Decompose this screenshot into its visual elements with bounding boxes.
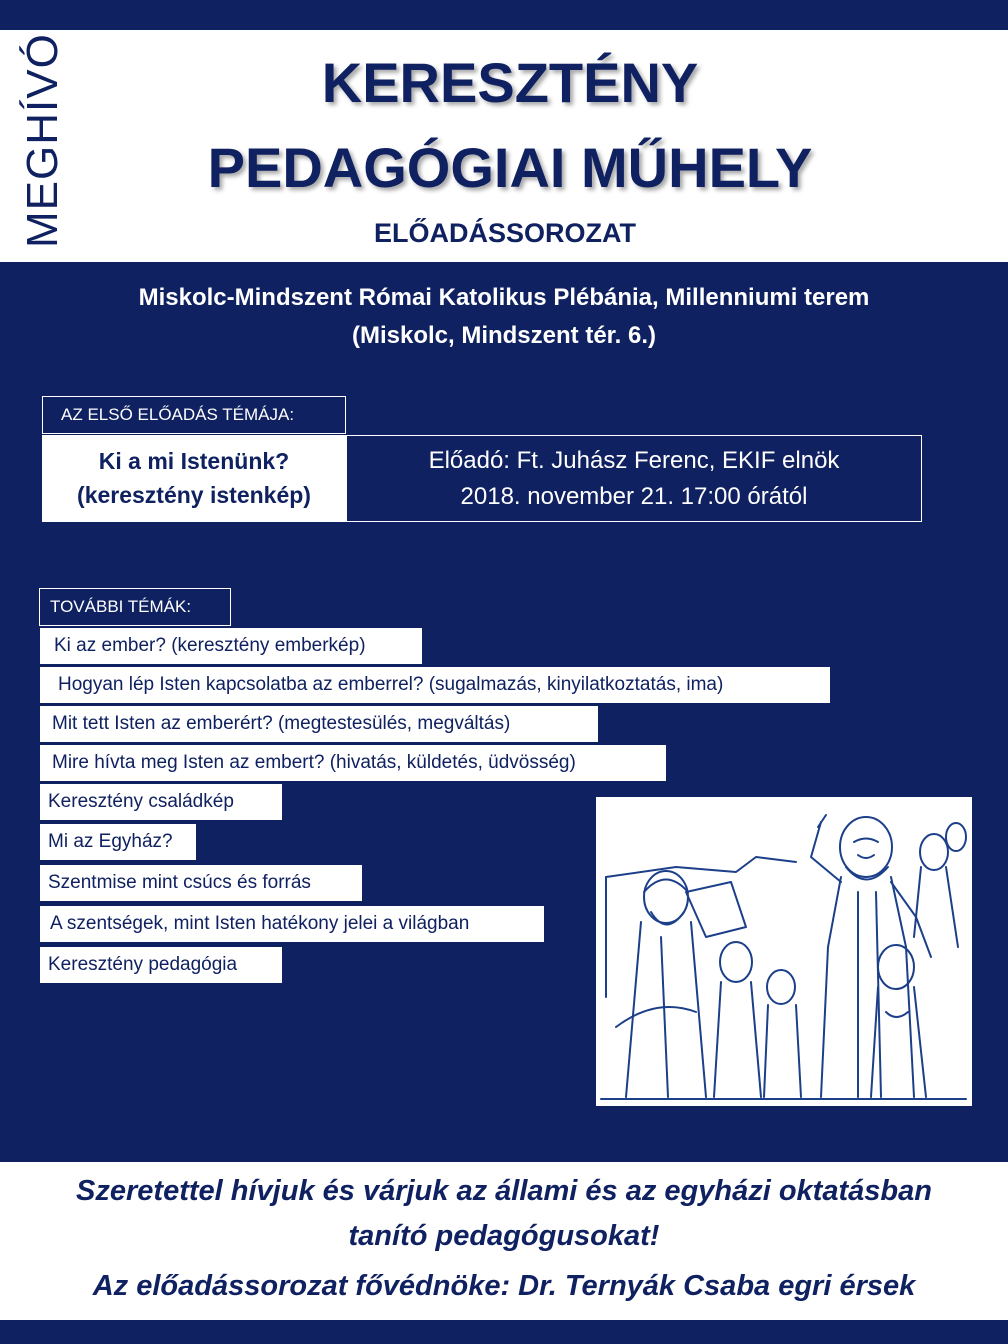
invitation-vertical-label: MEGHÍVÓ bbox=[18, 33, 67, 248]
line-drawing-icon bbox=[596, 797, 972, 1106]
first-topic-line-1: Ki a mi Istenünk? bbox=[98, 448, 290, 475]
topic-item: Szentmise mint csúcs és forrás bbox=[39, 864, 363, 902]
invitation-text-line-2: tanító pedagógusokat! bbox=[348, 1220, 660, 1252]
patron-line: Az előadássorozat fővédnöke: Dr. Ternyák Csaba egri érsek bbox=[92, 1270, 916, 1302]
first-lecture-info bbox=[346, 435, 922, 522]
first-topic-line-2: (keresztény istenkép) bbox=[77, 481, 311, 508]
title-line-2: PEDAGÓGIAI MŰHELY bbox=[207, 136, 813, 199]
top-strip bbox=[0, 0, 1008, 30]
topic-item: Keresztény pedagógia bbox=[39, 946, 283, 984]
topic-item: Hogyan lép Isten kapcsolatba az emberrel? (sugalmazás, kinyilatkoztatás, ima) bbox=[39, 666, 831, 704]
topic-item: Mi az Egyház? bbox=[39, 823, 197, 861]
invitation-text-line-1: Szeretettel hívjuk és várjuk az állami és az egyházi oktatásban bbox=[76, 1175, 932, 1207]
jesus-teaching-illustration bbox=[596, 797, 972, 1106]
venue-line-2: (Miskolc, Mindszent tér. 6.) bbox=[351, 322, 657, 349]
topic-item: A szentségek, mint Isten hatékony jelei a világban bbox=[39, 905, 545, 943]
topic-item: Mire hívta meg Isten az embert? (hivatás, küldetés, üdvösség) bbox=[39, 744, 667, 782]
speaker: Előadó: Ft. Juhász Ferenc, EKIF elnök bbox=[428, 446, 840, 474]
subtitle: ELŐADÁSSOROZAT bbox=[374, 218, 636, 248]
title-line-1: KERESZTÉNY bbox=[321, 51, 699, 114]
more-topics-label: TOVÁBBI TÉMÁK: bbox=[39, 588, 231, 626]
topic-item: Mit tett Isten az emberért? (megtestesülés, megváltás) bbox=[39, 705, 599, 743]
lecture-datetime: 2018. november 21. 17:00 órától bbox=[460, 482, 808, 510]
topic-item: Ki az ember? (keresztény emberkép) bbox=[39, 627, 423, 665]
topic-item: Keresztény családkép bbox=[39, 783, 283, 821]
first-lecture-label: AZ ELSŐ ELŐADÁS TÉMÁJA: bbox=[42, 396, 346, 434]
first-lecture-topic bbox=[42, 435, 346, 522]
venue-line-1: Miskolc-Mindszent Római Katolikus Plébánia, Millenniumi terem bbox=[138, 284, 870, 311]
